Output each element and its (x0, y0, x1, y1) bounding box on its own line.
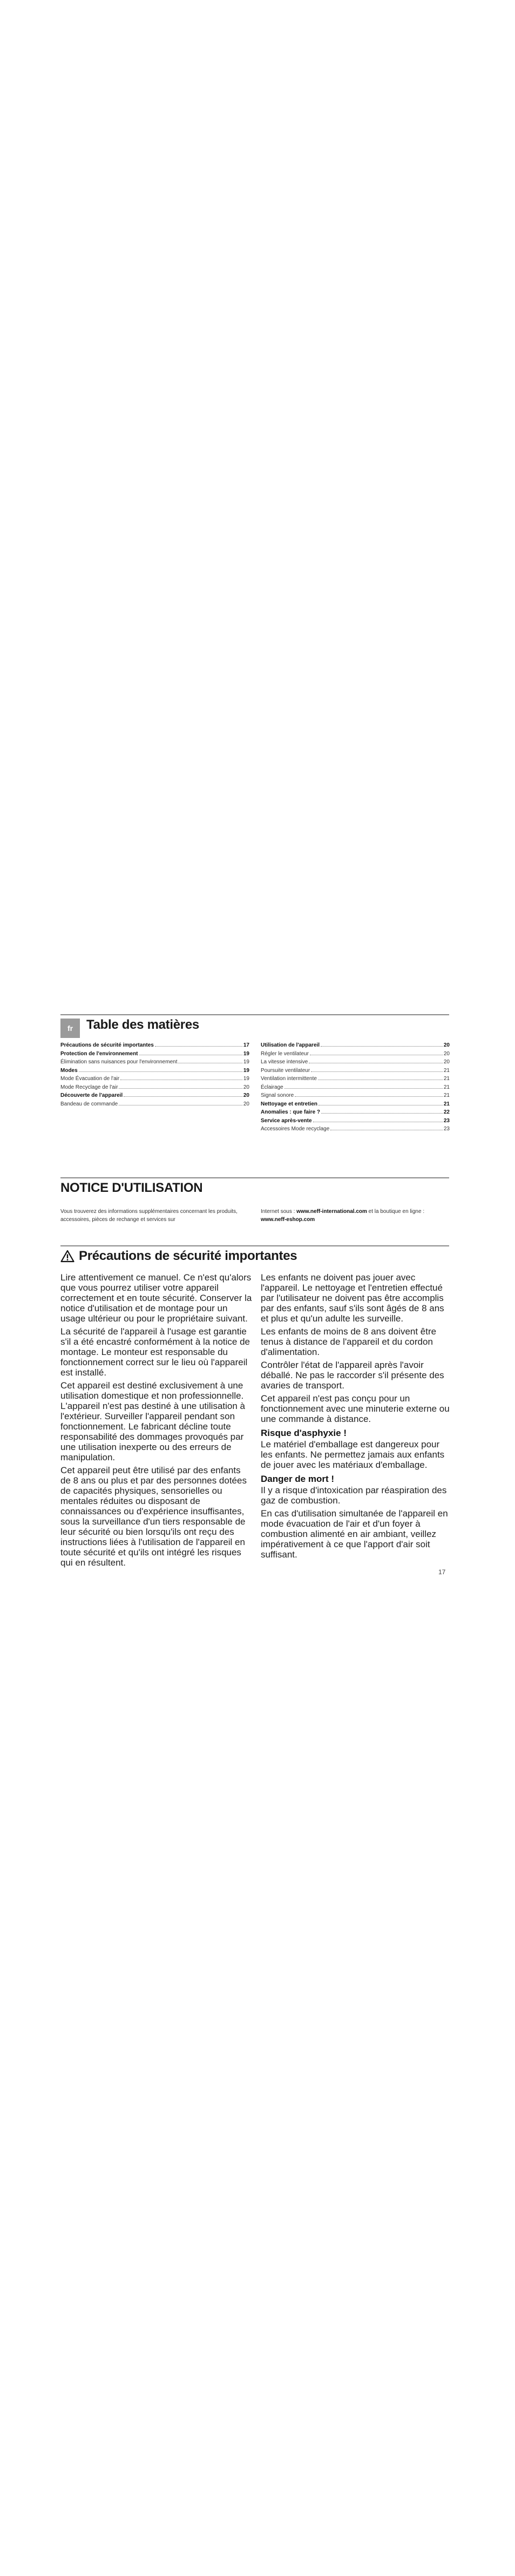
toc-entry[interactable] (261, 1091, 450, 1100)
toc-left-column (60, 1041, 249, 1108)
toc-entry[interactable] (60, 1050, 249, 1058)
precautions-right-column (261, 1272, 452, 1562)
warning-triangle-icon (60, 1250, 74, 1263)
toc-entry-page: 19 (243, 1076, 249, 1082)
precaution-paragraph-no-timer: Cet appareil n'est pas conçu pour un fonctionnement avec une minuterie externe ou une commande à distance. (261, 1393, 450, 1424)
toc-entry-label: Nettoyage et entretien (261, 1101, 318, 1107)
toc-leader-dots (124, 1091, 242, 1097)
toc-entry[interactable] (261, 1100, 450, 1109)
toc-entry-page: 20 (243, 1101, 249, 1107)
toc-entry-page: 23 (443, 1126, 450, 1132)
toc-entry-page: 17 (243, 1042, 249, 1048)
toc-entry[interactable] (60, 1041, 249, 1050)
notice-info-middle: et la boutique en ligne : (367, 1209, 425, 1215)
precautions-top-rule (60, 1245, 449, 1246)
toc-entry-page: 21 (443, 1076, 450, 1082)
toc-entry-label: Signal sonore (261, 1093, 294, 1098)
toc-title: Table des matières (86, 1017, 199, 1032)
toc-entry[interactable] (261, 1108, 450, 1117)
neff-international-link[interactable]: www.neff-international.com (296, 1209, 367, 1215)
toc-entry-page: 20 (443, 1050, 450, 1057)
toc-leader-dots (295, 1091, 443, 1097)
toc-entry-label: Service après-vente (261, 1117, 312, 1124)
precaution-paragraph-check-damage: Contrôler l'état de l'appareil après l'avoir déballé. Ne pas le raccorder s'il présente des avaries de transport. (261, 1360, 444, 1391)
precaution-paragraph-children-play: Les enfants ne doivent pas jouer avec l'appareil. Le nettoyage et l'entretien effectué par l'utilisateur ne doivent pas être accomplis par des enfants, sauf s'ils sont âgés de 8 ans et plus et qu'un adulte les surveille. (261, 1272, 444, 1324)
precaution-paragraph-installation: La sécurité de l'appareil à l'usage est garantie s'il a été encastré conformément à la notice de montage. Le monteur est responsable du fonctionnement correct sur le lieu où l'appareil est installé. (60, 1326, 250, 1378)
toc-entry[interactable] (261, 1083, 450, 1092)
toc-entry-page: 22 (443, 1109, 450, 1115)
toc-entry[interactable] (60, 1058, 249, 1067)
toc-entry[interactable] (60, 1091, 249, 1100)
notice-top-rule (60, 1177, 449, 1178)
toc-entry-label: Modes (60, 1067, 78, 1074)
toc-entry[interactable] (261, 1117, 450, 1125)
toc-entry-page: 21 (443, 1067, 450, 1074)
precautions-heading (60, 1249, 297, 1264)
toc-leader-dots (310, 1050, 443, 1055)
toc-leader-dots (313, 1117, 443, 1122)
toc-entry-label: Accessoires Mode recyclage (261, 1126, 330, 1132)
toc-entry-label: La vitesse intensive (261, 1059, 308, 1065)
toc-entry[interactable] (60, 1067, 249, 1075)
toc-leader-dots (79, 1067, 242, 1072)
toc-leader-dots (330, 1125, 443, 1130)
toc-entry-label: Poursuite ventilateur (261, 1067, 310, 1074)
toc-leader-dots (119, 1100, 242, 1105)
danger-of-death-heading: Danger de mort ! (261, 1474, 335, 1484)
toc-entry[interactable] (60, 1083, 249, 1092)
toc-entry-label: Mode Évacuation de l'air (60, 1076, 120, 1082)
toc-leader-dots (178, 1058, 242, 1063)
notice-info-left: Vous trouverez des informations supplémentaires concernant les produits, accessoires, pièces de rechange et services sur (60, 1209, 238, 1223)
precaution-paragraph-read-manual: Lire attentivement ce manuel. Ce n'est qu'alors que vous pourrez utiliser votre appareil correctement et en toute sécurité. Conserver la notice d'utilisation et de montage pour un usage ultérieur ou pour le propriétaire suivant. (60, 1272, 252, 1324)
precautions-title: Précautions de sécurité importantes (79, 1249, 297, 1263)
toc-entry-page: 20 (243, 1093, 249, 1098)
asphyxia-risk-heading: Risque d'asphyxie ! (261, 1428, 347, 1438)
toc-entry[interactable] (261, 1125, 450, 1134)
toc-leader-dots (309, 1058, 443, 1063)
precaution-paragraph-domestic-use: Cet appareil est destiné exclusivement à une utilisation domestique et non professionnelle. L'appareil n'est pas destiné à une utilisation à l'extérieur. Surveiller l'appareil pendant son fonctionnement. Le fabricant décline toute responsabilité des dommages provoqués par une utilisation inexperte ou des erreurs de manipulation. (60, 1380, 246, 1462)
toc-entry[interactable] (261, 1067, 450, 1075)
toc-entry-page: 20 (243, 1084, 249, 1090)
toc-top-rule (60, 1014, 449, 1015)
toc-entry-label: Bandeau de commande (60, 1101, 118, 1107)
danger-air-supply-text: En cas d'utilisation simultanée de l'appareil en mode évacuation de l'air et d'un foyer à combustion alimenté en air ambiant, veillez impérativement à ce que l'apport d'air soit suffisant. (261, 1508, 448, 1560)
toc-leader-dots (119, 1083, 242, 1089)
toc-entry[interactable] (261, 1075, 450, 1083)
toc-entry-label: Utilisation de l'appareil (261, 1042, 320, 1048)
toc-entry-page: 21 (443, 1093, 450, 1098)
notice-info-prefix: Internet sous : (261, 1209, 297, 1215)
notice-title: NOTICE D'UTILISATION (60, 1181, 203, 1195)
toc-entry-label: Anomalies : que faire ? (261, 1109, 321, 1115)
toc-entry-page: 21 (443, 1084, 450, 1090)
language-code: fr (67, 1024, 73, 1033)
toc-entry[interactable] (261, 1041, 450, 1050)
toc-entry-page: 19 (243, 1067, 249, 1074)
toc-entry-label: Élimination sans nuisances pour l'environnement (60, 1059, 178, 1065)
toc-entry-label: Éclairage (261, 1084, 283, 1090)
toc-entry-label: Ventilation intermittente (261, 1076, 317, 1082)
toc-leader-dots (319, 1100, 443, 1105)
precaution-paragraph-under-8: Les enfants de moins de 8 ans doivent être tenus à distance de l'appareil et du cordon d'alimentation. (261, 1326, 437, 1357)
toc-entry-label: Protection de l'environnement (60, 1050, 138, 1057)
toc-entry[interactable] (261, 1058, 450, 1067)
neff-eshop-link[interactable]: www.neff-eshop.com (261, 1217, 315, 1223)
toc-leader-dots (311, 1067, 443, 1072)
toc-entry-page: 20 (443, 1059, 450, 1065)
precaution-paragraph-children-users: Cet appareil peut être utilisé par des enfants de 8 ans ou plus et par des personnes dotées de capacités physiques, sensorielles ou mentales réduites ou disposant de connaissances ou d'expérience insuffisantes, sous la surveillance d'un tiers responsable de leur sécurité ou bien lorsqu'ils ont reçu des instructions liées à l'utilisation de l'appareil en toute sécurité et qu'ils ont intégré les risques qui en résultent. (60, 1465, 247, 1568)
notice-info-right (261, 1208, 450, 1224)
toc-entry-page: 23 (443, 1117, 450, 1124)
toc-entry[interactable] (60, 1075, 249, 1083)
toc-entry-label: Régler le ventilateur (261, 1050, 309, 1057)
toc-entry[interactable] (60, 1100, 249, 1109)
toc-entry-label: Précautions de sécurité importantes (60, 1042, 154, 1048)
toc-entry[interactable] (261, 1050, 450, 1058)
toc-entry-label: Mode Recyclage de l'air (60, 1084, 118, 1090)
toc-entry-page: 20 (443, 1042, 450, 1048)
toc-leader-dots (321, 1041, 443, 1047)
page-number: 17 (438, 1568, 446, 1576)
toc-leader-dots (318, 1075, 443, 1080)
toc-right-column (261, 1041, 450, 1134)
toc-entry-page: 19 (243, 1050, 249, 1057)
toc-leader-dots (155, 1041, 242, 1047)
toc-leader-dots (139, 1050, 242, 1055)
precautions-left-column (60, 1272, 252, 1570)
danger-intoxication-text: Il y a risque d'intoxication par réaspiration des gaz de combustion. (261, 1485, 447, 1506)
toc-entry-page: 21 (443, 1101, 450, 1107)
toc-entry-label: Découverte de l'appareil (60, 1093, 123, 1098)
language-badge (60, 1019, 80, 1038)
toc-leader-dots (120, 1075, 242, 1080)
toc-entry-page: 19 (243, 1059, 249, 1065)
toc-leader-dots (321, 1108, 443, 1114)
asphyxia-risk-text: Le matériel d'emballage est dangereux pour les enfants. Ne permettez jamais aux enfants de jouer avec les matériaux d'emballage. (261, 1439, 445, 1470)
toc-leader-dots (284, 1083, 443, 1089)
